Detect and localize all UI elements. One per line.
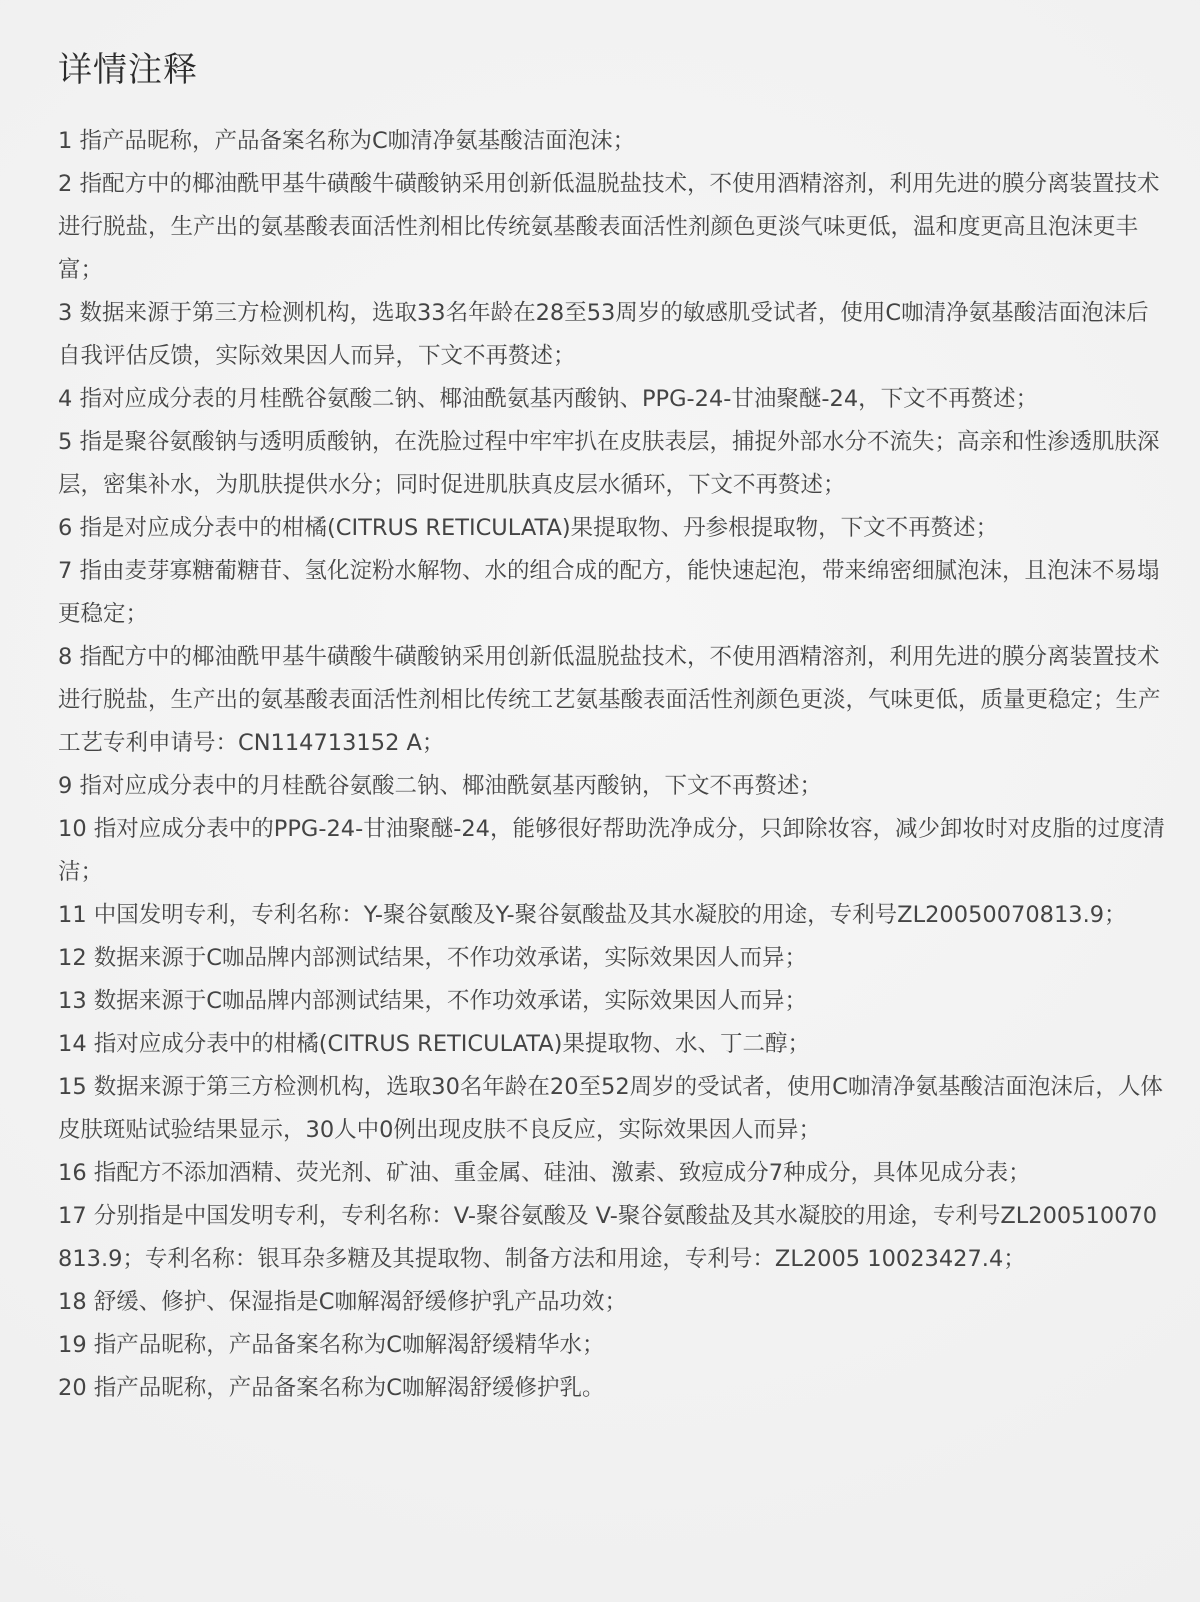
- note-12: 12 数据来源于C咖品牌内部测试结果，不作功效承诺，实际效果因人而异；: [58, 945, 807, 971]
- note-20: 20 指产品昵称，产品备案名称为C咖解渴舒缓修护乳。: [58, 1375, 605, 1401]
- note-4: 4 指对应成分表的月桂酰谷氨酸二钠、椰油酰氨基丙酸钠、PPG-24-甘油聚醚-24，下文不再赘述；: [58, 386, 1039, 412]
- note-18: 18 舒缓、修护、保湿指是C咖解渴舒缓修护乳产品功效；: [58, 1289, 627, 1315]
- note-10: 10 指对应成分表中的PPG-24-甘油聚醚-24，能够很好帮助洗净成分，只卸除妆容，减少卸妆时对皮脂的过度清洁；: [58, 816, 1165, 885]
- page-title: 详情注释: [58, 50, 198, 90]
- note-17: 17 分别指是中国发明专利，专利名称：V-聚谷氨酸及 V-聚谷氨酸盐及其水凝胶的用途，专利号ZL200510070813.9；专利名称：银耳杂多糖及其提取物、制备方法和用途，专利号：ZL2005 10023427.4；: [58, 1203, 1158, 1272]
- note-15: 15 数据来源于第三方检测机构，选取30名年龄在20至52周岁的受试者，使用C咖清净氨基酸洁面泡沫后，人体皮肤斑贴试验结果显示，30人中0例出现皮肤不良反应，实际效果因人而异；: [58, 1074, 1163, 1143]
- note-19: 19 指产品昵称，产品备案名称为C咖解渴舒缓精华水；: [58, 1332, 605, 1358]
- note-14: 14 指对应成分表中的柑橘(CITRUS RETICULATA)果提取物、水、丁二醇；: [58, 1031, 810, 1057]
- note-16: 16 指配方不添加酒精、荧光剂、矿油、重金属、硅油、激素、致痘成分7种成分，具体见成分表；: [58, 1160, 1031, 1186]
- note-11: 11 中国发明专利，专利名称：Y-聚谷氨酸及Y-聚谷氨酸盐及其水凝胶的用途，专利号ZL20050070813.9；: [58, 902, 1127, 928]
- note-9: 9 指对应成分表中的月桂酰谷氨酸二钠、椰油酰氨基丙酸钠，下文不再赘述；: [58, 773, 822, 799]
- note-6: 6 指是对应成分表中的柑橘(CITRUS RETICULATA)果提取物、丹参根提取物，下文不再赘述；: [58, 515, 999, 541]
- note-8: 8 指配方中的椰油酰甲基牛磺酸牛磺酸钠采用创新低温脱盐技术，不使用酒精溶剂，利用先进的膜分离装置技术进行脱盐，生产出的氨基酸表面活性剂相比传统工艺氨基酸表面活性剂颜色更淡，气味更低，质量更稳定；生产工艺专利申请号：CN114713152 A；: [58, 644, 1161, 756]
- notes-list: [58, 120, 1170, 1410]
- note-7: 7 指由麦芽寡糖葡糖苷、氢化淀粉水解物、水的组合成的配方，能快速起泡，带来绵密细腻泡沫，且泡沫不易塌更稳定；: [58, 558, 1160, 627]
- note-3: 3 数据来源于第三方检测机构，选取33名年龄在28至53周岁的敏感肌受试者，使用C咖清净氨基酸洁面泡沫后自我评估反馈，实际效果因人而异，下文不再赘述；: [58, 300, 1149, 369]
- note-5: 5 指是聚谷氨酸钠与透明质酸钠，在洗脸过程中牢牢扒在皮肤表层，捕捉外部水分不流失；高亲和性渗透肌肤深层，密集补水，为肌肤提供水分；同时促进肌肤真皮层水循环，下文不再赘述；: [58, 429, 1160, 498]
- note-1: 1 指产品昵称，产品备案名称为C咖清净氨基酸洁面泡沫；: [58, 128, 636, 154]
- note-2: 2 指配方中的椰油酰甲基牛磺酸牛磺酸钠采用创新低温脱盐技术，不使用酒精溶剂，利用先进的膜分离装置技术进行脱盐，生产出的氨基酸表面活性剂相比传统氨基酸表面活性剂颜色更淡气味更低，温和度更高且泡沫更丰富；: [58, 171, 1160, 283]
- note-13: 13 数据来源于C咖品牌内部测试结果，不作功效承诺，实际效果因人而异；: [58, 988, 807, 1014]
